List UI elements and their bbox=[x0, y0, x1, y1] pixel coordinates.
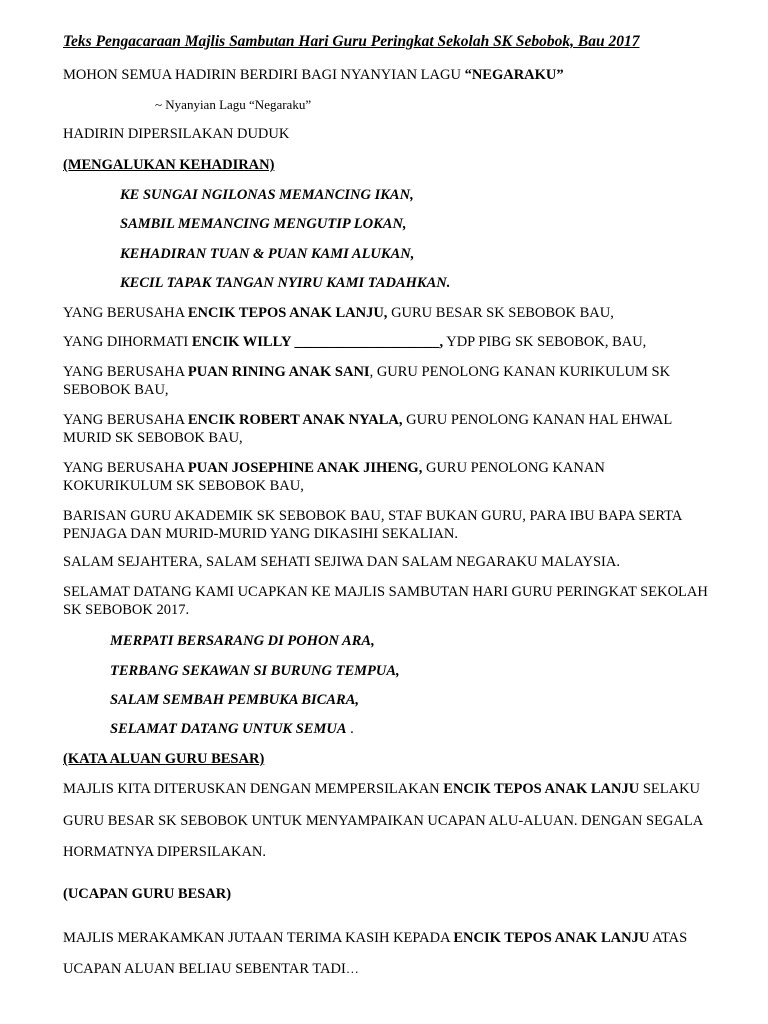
pantun2-last-line bbox=[110, 720, 354, 738]
kata-aluan-line: HORMATNYA DIPERSILAKAN. bbox=[63, 844, 267, 860]
pantun-line: KECIL TAPAK TANGAN NYIRU KAMI TADAHKAN. bbox=[120, 275, 451, 291]
welcome-heading: (MENGALUKAN KEHADIRAN) bbox=[63, 157, 275, 173]
document-title: Teks Pengacaraan Majlis Sambutan Hari Guru Peringkat Sekolah SK Sebobok, Bau 2017 bbox=[63, 33, 640, 50]
greeting-role: GURU BESAR SK SEBOBOK BAU, bbox=[387, 305, 614, 321]
greeting-name: ENCIK WILLY ____________________, bbox=[191, 334, 444, 350]
kata-aluan-line: GURU BESAR SK SEBOBOK UNTUK MENYAMPAIKAN UCAPAN ALU-ALUAN. DENGAN SEGALA bbox=[63, 813, 704, 829]
ucapan-text: ATAS bbox=[649, 930, 688, 946]
greeting-line bbox=[63, 304, 614, 322]
ucapan-heading: (UCAPAN GURU BESAR) bbox=[63, 886, 232, 902]
greeting-name: PUAN RINING ANAK SANI bbox=[187, 364, 370, 380]
greeting-line bbox=[63, 459, 713, 495]
ucapan-text: MAJLIS MERAKAMKAN JUTAAN TERIMA KASIH KEPADA bbox=[63, 930, 454, 946]
greeting-prefix: YANG BERUSAHA bbox=[63, 305, 188, 321]
greeting-prefix: YANG BERUSAHA bbox=[63, 364, 188, 380]
greeting-line bbox=[63, 411, 713, 447]
song-note: ~ Nyanyian Lagu “Negaraku” bbox=[155, 97, 312, 112]
pantun-line: SAMBIL MEMANCING MENGUTIP LOKAN, bbox=[120, 216, 407, 232]
greeting-line bbox=[63, 333, 646, 351]
kata-aluan-text: SELAKU bbox=[639, 781, 701, 797]
greeting-role: YDP PIBG SK SEBOBOK, BAU, bbox=[443, 334, 647, 350]
greeting-role: GURU PENOLONG KANAN KOKURIKULUM SK SEBOBOK BAU, bbox=[63, 460, 605, 494]
ucapan-line bbox=[63, 960, 359, 978]
kata-aluan-line bbox=[63, 780, 700, 798]
ucapan-text: UCAPAN ALUAN BELIAU SEBENTAR TADI bbox=[63, 961, 346, 977]
ellipsis: … bbox=[345, 961, 359, 976]
pantun2-line: TERBANG SEKAWAN SI BURUNG TEMPUA, bbox=[110, 663, 400, 679]
pantun2-line: MERPATI BERSARANG DI POHON ARA, bbox=[110, 633, 375, 649]
welcome-line: SELAMAT DATANG KAMI UCAPKAN KE MAJLIS SAMBUTAN HARI GURU PERINGKAT SEKOLAH SK SEBOBOK 2017. bbox=[63, 584, 708, 618]
guru-besar-name: ENCIK TEPOS ANAK LANJU bbox=[443, 781, 640, 797]
pantun-line: KE SUNGAI NGILONAS MEMANCING IKAN, bbox=[120, 187, 414, 203]
greeting-role: , GURU PENOLONG KANAN KURIKULUM SK SEBOBOK BAU, bbox=[63, 364, 671, 398]
kata-aluan-text: MAJLIS KITA DITERUSKAN DENGAN MEMPERSILAKAN bbox=[63, 781, 444, 797]
greeting-prefix: YANG BERUSAHA bbox=[63, 412, 188, 428]
kata-aluan-heading: (KATA ALUAN GURU BESAR) bbox=[63, 751, 265, 767]
pantun2-end-punct: . bbox=[346, 721, 354, 737]
sit-instruction: HADIRIN DIPERSILAKAN DUDUK bbox=[63, 126, 290, 142]
greeting-name: ENCIK TEPOS ANAK LANJU, bbox=[187, 305, 388, 321]
ucapan-line bbox=[63, 929, 687, 947]
pantun2-line: SELAMAT DATANG UNTUK SEMUA bbox=[110, 721, 347, 737]
salam-line: SALAM SEJAHTERA, SALAM SEHATI SEJIWA DAN SALAM NEGARAKU MALAYSIA. bbox=[63, 554, 620, 570]
greeting-prefix: YANG BERUSAHA bbox=[63, 460, 188, 476]
negaraku-instruction bbox=[63, 66, 564, 84]
greeting-prefix: YANG DIHORMATI bbox=[63, 334, 192, 350]
greeting-role: GURU PENOLONG KANAN HAL EHWAL MURID SK SEBOBOK BAU, bbox=[63, 412, 672, 446]
pantun-line: KEHADIRAN TUAN & PUAN KAMI ALUKAN, bbox=[120, 246, 415, 262]
negaraku-instruction-text: MOHON SEMUA HADIRIN BERDIRI BAGI NYANYIAN LAGU bbox=[63, 67, 465, 83]
guru-besar-name: ENCIK TEPOS ANAK LANJU bbox=[453, 930, 650, 946]
greeting-line bbox=[63, 363, 713, 399]
greeting-name: ENCIK ROBERT ANAK NYALA, bbox=[187, 412, 403, 428]
pantun2-line: SALAM SEMBAH PEMBUKA BICARA, bbox=[110, 692, 360, 708]
greeting-name: PUAN JOSEPHINE ANAK JIHENG, bbox=[187, 460, 423, 476]
negaraku-song-name: “NEGARAKU” bbox=[464, 67, 564, 83]
audience-greeting: BARISAN GURU AKADEMIK SK SEBOBOK BAU, STAF BUKAN GURU, PARA IBU BAPA SERTA PENJAGA DAN MURID-MURID YANG DIKASIHI SEKALIAN. bbox=[63, 508, 682, 542]
